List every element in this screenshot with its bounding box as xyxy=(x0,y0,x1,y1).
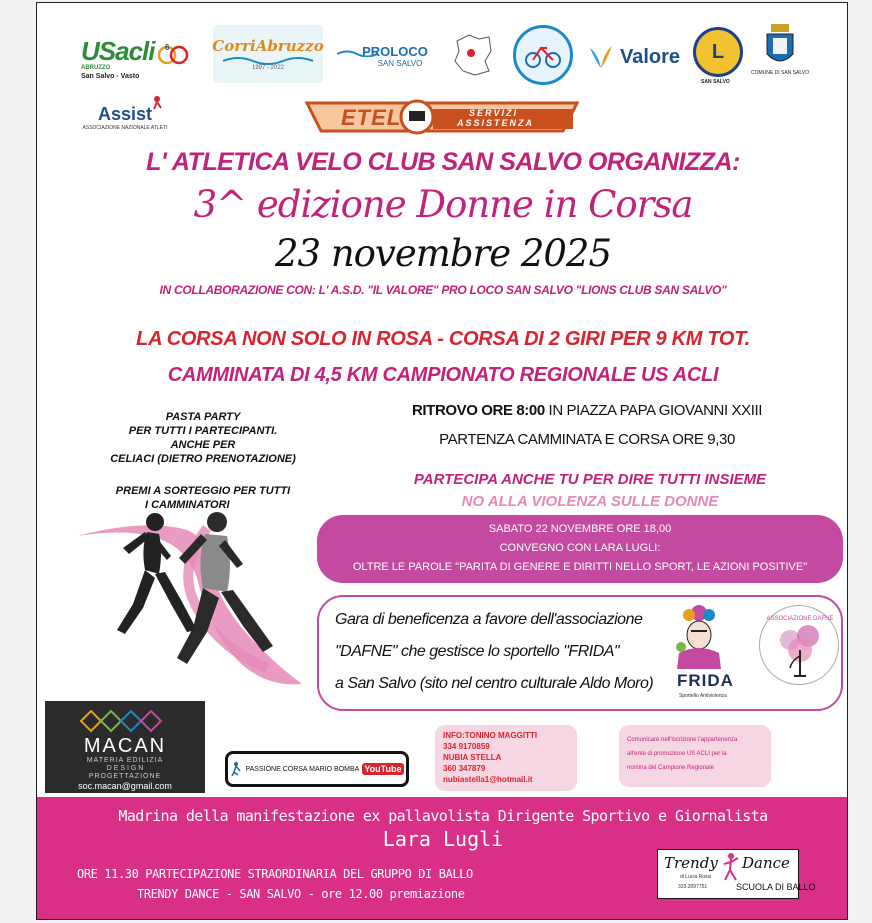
dance-line-2: TRENDY DANCE - SAN SALVO - ore 12.00 premiazione xyxy=(137,887,465,901)
svg-text:6: 6 xyxy=(164,42,169,52)
assist-runner-icon xyxy=(149,95,165,111)
event-poster xyxy=(36,2,848,920)
collaboration-line: IN COLLABORAZIONE CON: L' A.S.D. "IL VALORE" PRO LOCO SAN SALVO "LIONS CLUB SAN SALVO" xyxy=(159,283,727,297)
frida-portrait-icon xyxy=(669,603,729,669)
usacli-rings-icon xyxy=(157,37,191,67)
pasta-line-1: PASTA PARTY xyxy=(165,411,241,423)
frida-sub: Sportello Antiviolenza xyxy=(679,693,727,699)
organizer-heading: L' ATLETICA VELO CLUB SAN SALVO ORGANIZZA: xyxy=(146,148,740,176)
pasta-line-4: CELIACI (DIETRO PRENOTAZIONE) xyxy=(110,453,296,465)
assist-text: Assist xyxy=(97,103,153,124)
convegno-line-2: CONVEGNO CON LARA LUGLI: xyxy=(499,542,661,554)
footer-band xyxy=(37,797,848,920)
youtube-channel-badge[interactable] xyxy=(225,751,409,787)
madrina-line: Madrina della manifestazione ex pallavolista Dirigente Sportivo e Giornalista xyxy=(118,807,768,825)
etel-sub2: ASSISTENZA xyxy=(457,118,535,128)
assist-sub: ASSOCIAZIONE NAZIONALE ATLETI xyxy=(82,124,168,131)
map-outline-logo xyxy=(447,29,497,81)
pasta-line-3: ANCHE PER xyxy=(170,439,236,451)
corriabruzzo-text: CorriAbruzzo xyxy=(212,37,324,55)
lions-l-icon: L xyxy=(711,40,725,63)
trendy-phone: 333.2097751 xyxy=(678,884,708,890)
trendy-dance-logo xyxy=(657,849,816,899)
comune-text: COMUNE DI SAN SALVO xyxy=(751,70,809,76)
macan-sub2: D E S I G N xyxy=(106,765,144,772)
velo-club-logo xyxy=(513,25,573,85)
runners-illustration xyxy=(67,508,317,698)
edition-title: 3^ edizione Donne in Corsa xyxy=(193,183,693,226)
charity-line-1: Gara di beneficenza a favore dell'associazione xyxy=(335,611,643,628)
partenza-line: PARTENZA CAMMINATA E CORSA ORE 9,30 xyxy=(439,431,735,448)
race-line-1: LA CORSA NON SOLO IN ROSA - CORSA DI 2 GIRI PER 9 KM TOT. xyxy=(136,328,750,350)
contact-line-1: INFO:TONINO MAGGITTI xyxy=(443,731,538,740)
pasta-party-block xyxy=(83,410,323,466)
premi-line-2: I CAMMINATORI xyxy=(145,499,230,511)
dance-line-1: ORE 11.30 PARTECIPAZIONE STRAORDINARIA DEL GRUPPO DI BALLO xyxy=(77,867,473,881)
madrina-name: Lara Lugli xyxy=(382,827,504,851)
contact-line-2: 334 9170859 xyxy=(443,742,490,751)
convegno-banner xyxy=(317,515,843,583)
macan-name: MACAN xyxy=(83,735,167,757)
usacli-city: San Salvo - Vasto xyxy=(81,73,140,80)
corriabruzzo-logo xyxy=(213,25,323,83)
coat-of-arms-icon xyxy=(763,24,797,70)
note-line-1: Comunicare nell'iscrizione l'appartenenza xyxy=(627,737,738,743)
macan-sub1: MATERIA EDILIZIA xyxy=(86,757,164,764)
valore-logo xyxy=(581,37,685,77)
slogan-line-2: NO ALLA VIOLENZA SULLE DONNE xyxy=(461,493,719,510)
contacts-box xyxy=(435,725,577,791)
trendy-school: SCUOLA DI BALLO xyxy=(736,882,816,892)
comune-logo xyxy=(753,19,807,81)
bicycle-icon xyxy=(523,40,563,70)
trendy-dance: Dance xyxy=(742,854,790,872)
lions-club-logo xyxy=(693,27,743,77)
charity-box xyxy=(317,595,843,711)
valore-text: Valore xyxy=(619,45,681,68)
lions-city: SAN SALVO xyxy=(701,79,730,85)
race-line-2: CAMMINATA DI 4,5 KM CAMPIONATO REGIONALE US ACLI xyxy=(167,364,719,386)
runner-icon xyxy=(230,762,242,776)
macan-sub3: PROGETTAZIONE xyxy=(88,773,162,780)
dafne-tree-icon xyxy=(770,620,830,680)
premi-line-1: PREMI A SORTEGGIO PER TUTTI xyxy=(115,485,291,497)
etel-text: ETEL xyxy=(341,105,402,130)
dafne-label: ASSOCIAZIONE DAFNE xyxy=(766,616,834,622)
usacli-sub: ABRUZZO xyxy=(81,65,111,71)
etel-logo xyxy=(305,97,579,137)
youtube-logo-icon: YouTube xyxy=(364,764,402,774)
ritrovo-place: IN PIAZZA PAPA GIOVANNI XXIII xyxy=(544,402,763,419)
etel-sub1: SERVIZI xyxy=(469,108,519,118)
territory-map-icon xyxy=(449,31,495,79)
corriabruzzo-years: 1997 - 2022 xyxy=(251,65,285,71)
macan-pattern-icon xyxy=(75,709,175,733)
proloco-text: PROLOCO xyxy=(362,44,428,59)
contact-email[interactable]: nubiastella1@hotmail.it xyxy=(443,775,533,784)
trendy-title: Trendy xyxy=(664,854,718,872)
usacli-logo-text: USacli xyxy=(81,36,155,66)
macan-logo xyxy=(45,701,205,793)
ritrovo-time: RITROVO ORE 8:00 xyxy=(411,402,545,419)
convegno-line-1: SABATO 22 NOVEMBRE ORE 18,00 xyxy=(488,523,672,535)
note-line-2: all'ente di promozione US ACLI per la xyxy=(627,751,727,757)
proloco-logo xyxy=(337,39,433,73)
proloco-sub: SAN SALVO xyxy=(377,59,423,68)
trendy-sub: di Lucia Rossi xyxy=(680,874,712,880)
wave-icon xyxy=(223,55,313,65)
proloco-wave-icon xyxy=(337,49,377,57)
slogan-line-1: PARTECIPA ANCHE TU PER DIRE TUTTI INSIEME xyxy=(413,471,767,488)
contact-line-3: NUBIA STELLA xyxy=(443,753,502,762)
event-date: 23 novembre 2025 xyxy=(274,232,612,275)
valore-leaf-icon xyxy=(586,42,616,72)
dafne-logo xyxy=(759,605,839,685)
usacli-logo xyxy=(81,29,199,87)
registration-note xyxy=(619,725,771,787)
charity-line-2: "DAFNE" che gestisce lo sportello "FRIDA" xyxy=(335,643,620,660)
contact-line-4: 360 347879 xyxy=(443,764,486,773)
convegno-line-3: OLTRE LE PAROLE "PARITA DI GENERE E DIRITTI NELLO SPORT, LE AZIONI POSITIVE" xyxy=(352,561,808,573)
ritrovo-line xyxy=(337,402,837,419)
charity-line-3: a San Salvo (sito nel centro culturale Aldo Moro) xyxy=(335,675,654,692)
dancer-icon xyxy=(722,852,740,882)
pasta-line-2: PER TUTTI I PARTECIPANTI. xyxy=(128,425,278,437)
macan-email: soc.macan@gmail.com xyxy=(78,781,172,791)
note-line-3: nomina del Campione Regionale xyxy=(627,765,715,771)
youtube-text: PASSIONE CORSA MARIO BOMBA xyxy=(245,765,360,773)
frida-label: FRIDA xyxy=(677,671,734,690)
